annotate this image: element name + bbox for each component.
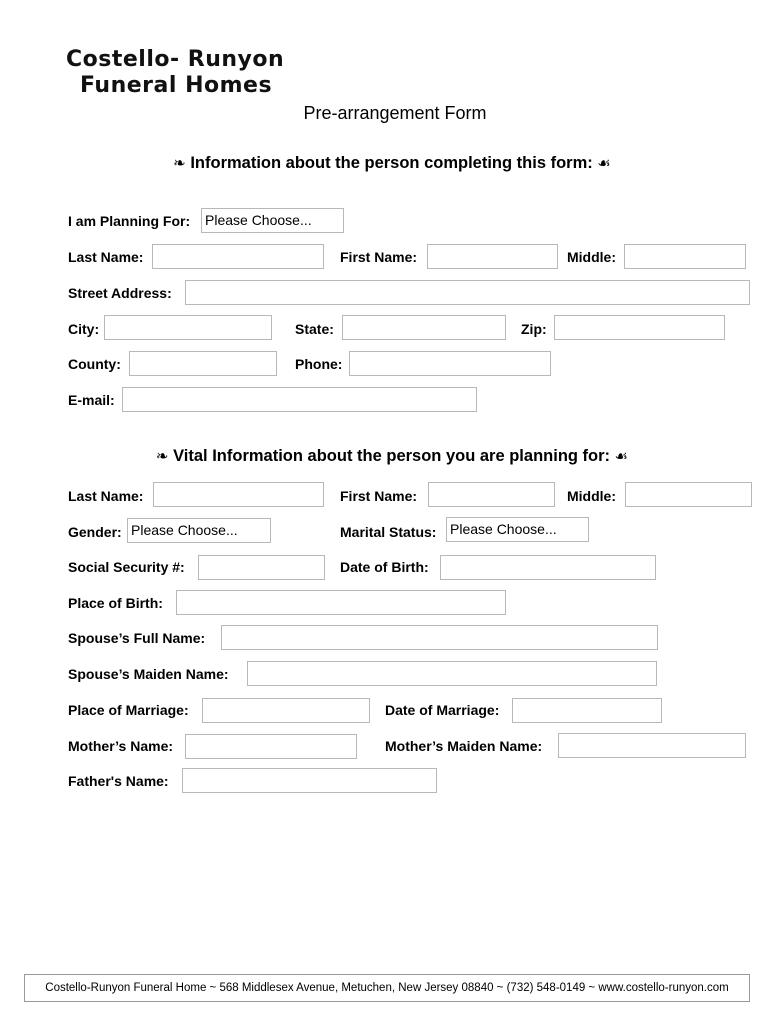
gender-select[interactable]: Please Choose...	[127, 518, 271, 543]
mother-name-field[interactable]	[185, 734, 357, 759]
vital-middle-field[interactable]	[625, 482, 752, 507]
company-logo	[66, 47, 284, 99]
state-label: State:	[295, 321, 334, 337]
street-address-label: Street Address:	[68, 285, 172, 301]
county-label: County:	[68, 356, 121, 372]
middle-name-field[interactable]	[624, 244, 746, 269]
ornament-right-icon: ☙	[597, 154, 611, 172]
ornament-left-icon: ❧	[173, 154, 186, 172]
vital-last-name-label: Last Name:	[68, 488, 144, 504]
section-heading-text: Information about the person completing this form:	[190, 154, 593, 172]
mother-maiden-name-label: Mother’s Maiden Name:	[385, 738, 543, 754]
logo-line-1: Costello- Runyon	[66, 47, 285, 72]
place-of-birth-field[interactable]	[176, 590, 506, 615]
city-field[interactable]	[104, 315, 272, 340]
county-field[interactable]	[129, 351, 277, 376]
date-of-birth-field[interactable]	[440, 555, 656, 580]
state-field[interactable]	[342, 315, 506, 340]
marital-status-select[interactable]: Please Choose...	[446, 517, 589, 542]
marital-status-label: Marital Status:	[340, 524, 437, 540]
spouse-full-name-field[interactable]	[221, 625, 658, 650]
spouse-full-name-label: Spouse’s Full Name:	[68, 630, 206, 646]
date-of-birth-label: Date of Birth:	[340, 559, 429, 575]
ornament-right-icon: ☙	[614, 447, 629, 465]
last-name-label: Last Name:	[68, 249, 144, 265]
spouse-maiden-name-label: Spouse’s Maiden Name:	[68, 666, 229, 682]
email-label: E-mail:	[68, 392, 115, 408]
city-label: City:	[68, 321, 100, 337]
date-of-marriage-label: Date of Marriage:	[385, 702, 500, 718]
phone-field[interactable]	[349, 351, 551, 376]
vital-middle-label: Middle:	[567, 488, 616, 504]
ornament-left-icon: ❧	[155, 447, 169, 465]
middle-name-label: Middle:	[567, 249, 616, 265]
section-heading-vital-info	[0, 447, 770, 466]
zip-label: Zip:	[521, 321, 547, 337]
gender-label: Gender:	[68, 524, 122, 540]
logo-line-2: Funeral Homes	[80, 73, 273, 98]
place-of-marriage-field[interactable]	[202, 698, 370, 723]
zip-field[interactable]	[554, 315, 725, 340]
vital-first-name-field[interactable]	[428, 482, 555, 507]
section-heading-completer	[0, 154, 770, 173]
date-of-marriage-field[interactable]	[512, 698, 662, 723]
father-name-label: Father's Name:	[68, 773, 169, 789]
ssn-label: Social Security #:	[68, 559, 185, 575]
email-field[interactable]	[122, 387, 477, 412]
street-address-field[interactable]	[185, 280, 750, 305]
first-name-field[interactable]	[427, 244, 558, 269]
planning-for-label: I am Planning For:	[68, 213, 191, 229]
mother-name-label: Mother’s Name:	[68, 738, 174, 754]
mother-maiden-name-field[interactable]	[558, 733, 746, 758]
section-heading-text: Vital Information about the person you are planning for:	[173, 447, 611, 465]
spouse-maiden-name-field[interactable]	[247, 661, 657, 686]
father-name-field[interactable]	[182, 768, 437, 793]
first-name-label: First Name:	[340, 249, 418, 265]
last-name-field[interactable]	[152, 244, 324, 269]
footer-contact: Costello-Runyon Funeral Home ~ 568 Middlesex Avenue, Metuchen, New Jersey 08840 ~ (732) 548-0149 ~ www.costello-runyon.com	[24, 974, 750, 1002]
phone-label: Phone:	[295, 356, 343, 372]
vital-last-name-field[interactable]	[153, 482, 324, 507]
form-title: Pre-arrangement Form	[303, 103, 487, 123]
planning-for-select[interactable]: Please Choose...	[201, 208, 344, 233]
place-of-birth-label: Place of Birth:	[68, 595, 163, 611]
place-of-marriage-label: Place of Marriage:	[68, 702, 189, 718]
vital-first-name-label: First Name:	[340, 488, 418, 504]
ssn-field[interactable]	[198, 555, 325, 580]
